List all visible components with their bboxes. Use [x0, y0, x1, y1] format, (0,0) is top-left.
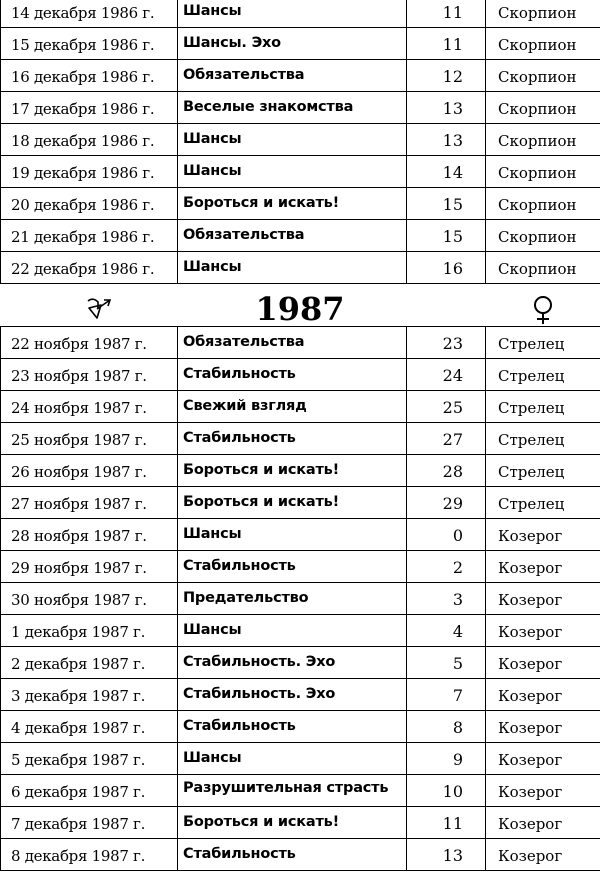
year-title: 1987: [255, 290, 345, 328]
sign-cell: Скорпион: [486, 59, 600, 91]
degree-cell: 24: [407, 359, 486, 391]
degree-cell: 2: [407, 551, 486, 583]
date-cell: 5 декабря 1987 г.: [1, 743, 178, 775]
date-cell: 24 ноября 1987 г.: [1, 391, 178, 423]
degree-cell: 23: [407, 327, 486, 359]
table-row: [1, 423, 600, 455]
event-cell: Шансы: [178, 123, 407, 155]
date-cell: 19 декабря 1986 г.: [1, 155, 178, 187]
sign-cell: Скорпион: [486, 123, 600, 155]
event-cell: Обязательства: [178, 327, 407, 359]
sign-cell: Козерог: [486, 807, 600, 839]
event-cell: Предательство: [178, 583, 407, 615]
event-cell: Свежий взгляд: [178, 391, 407, 423]
sign-cell: Козерог: [486, 647, 600, 679]
table-row: [1, 519, 600, 551]
date-cell: 28 ноября 1987 г.: [1, 519, 178, 551]
degree-cell: 9: [407, 743, 486, 775]
table-row: [1, 807, 600, 839]
date-cell: 30 ноября 1987 г.: [1, 583, 178, 615]
degree-cell: 13: [407, 839, 486, 871]
date-cell: 21 декабря 1986 г.: [1, 219, 178, 251]
sign-cell: Козерог: [486, 583, 600, 615]
sign-cell: Козерог: [486, 519, 600, 551]
degree-cell: 14: [407, 155, 486, 187]
event-cell: Веселые знакомства: [178, 91, 407, 123]
date-cell: 7 декабря 1987 г.: [1, 807, 178, 839]
date-cell: 17 декабря 1986 г.: [1, 91, 178, 123]
degree-cell: 29: [407, 487, 486, 519]
table-row: [1, 711, 600, 743]
event-cell: Шансы: [178, 615, 407, 647]
event-cell: Шансы: [178, 251, 407, 283]
event-cell: Стабильность: [178, 423, 407, 455]
date-cell: 25 ноября 1987 г.: [1, 423, 178, 455]
sign-cell: Козерог: [486, 551, 600, 583]
event-cell: Бороться и искать!: [178, 455, 407, 487]
event-cell: Стабильность. Эхо: [178, 679, 407, 711]
degree-cell: 5: [407, 647, 486, 679]
sign-cell: Козерог: [486, 615, 600, 647]
date-cell: 14 декабря 1986 г.: [1, 0, 178, 27]
sign-cell: Стрелец: [486, 391, 600, 423]
date-cell: 8 декабря 1987 г.: [1, 839, 178, 871]
table-1987-body: [1, 327, 600, 871]
degree-cell: 28: [407, 455, 486, 487]
degree-cell: 11: [407, 0, 486, 27]
degree-cell: 11: [407, 807, 486, 839]
table-row: [1, 187, 600, 219]
table-1986-body: [1, 0, 600, 283]
degree-cell: 0: [407, 519, 486, 551]
table-row: [1, 391, 600, 423]
table-row: [1, 647, 600, 679]
sign-cell: Стрелец: [486, 487, 600, 519]
degree-cell: 13: [407, 91, 486, 123]
date-cell: 29 ноября 1987 г.: [1, 551, 178, 583]
date-cell: 27 ноября 1987 г.: [1, 487, 178, 519]
degree-cell: 10: [407, 775, 486, 807]
table-row: [1, 155, 600, 187]
table-1986: [0, 0, 600, 284]
event-cell: Шансы: [178, 0, 407, 27]
date-cell: 3 декабря 1987 г.: [1, 679, 178, 711]
date-cell: 23 ноября 1987 г.: [1, 359, 178, 391]
table-row: [1, 123, 600, 155]
table-row: [1, 455, 600, 487]
sign-cell: Скорпион: [486, 0, 600, 27]
degree-cell: 27: [407, 423, 486, 455]
table-row: [1, 359, 600, 391]
table-row: [1, 839, 600, 871]
table-row: [1, 743, 600, 775]
date-cell: 20 декабря 1986 г.: [1, 187, 178, 219]
sign-cell: Козерог: [486, 839, 600, 871]
date-cell: 2 декабря 1987 г.: [1, 647, 178, 679]
event-cell: Стабильность: [178, 551, 407, 583]
event-cell: Стабильность: [178, 359, 407, 391]
degree-cell: 12: [407, 59, 486, 91]
venus-symbol-icon: [530, 295, 556, 325]
event-cell: Стабильность: [178, 711, 407, 743]
event-cell: [178, 775, 407, 807]
table-row: [1, 679, 600, 711]
table-row: [1, 487, 600, 519]
degree-cell: 3: [407, 583, 486, 615]
sign-cell: Стрелец: [486, 327, 600, 359]
degree-cell: 7: [407, 679, 486, 711]
sign-cell: Стрелец: [486, 455, 600, 487]
degree-cell: 16: [407, 251, 486, 283]
sign-cell: Козерог: [486, 743, 600, 775]
table-row: [1, 251, 600, 283]
degree-cell: 25: [407, 391, 486, 423]
event-cell: Стабильность. Эхо: [178, 647, 407, 679]
table-row: [1, 615, 600, 647]
event-text: Разрушительная страсть: [183, 780, 389, 796]
sign-cell: Стрелец: [486, 423, 600, 455]
date-cell: 22 декабря 1986 г.: [1, 251, 178, 283]
table-row: [1, 27, 600, 59]
event-cell: Обязательства: [178, 59, 407, 91]
event-cell: Обязательства: [178, 219, 407, 251]
event-cell: Стабильность: [178, 839, 407, 871]
sign-cell: Скорпион: [486, 27, 600, 59]
date-cell: 22 ноября 1987 г.: [1, 327, 178, 359]
table-row: [1, 59, 600, 91]
degree-cell: 11: [407, 27, 486, 59]
degree-cell: 4: [407, 615, 486, 647]
event-cell: Шансы: [178, 743, 407, 775]
event-cell: Шансы: [178, 519, 407, 551]
event-cell: Шансы. Эхо: [178, 27, 407, 59]
date-cell: 26 ноября 1987 г.: [1, 455, 178, 487]
table-row: [1, 327, 600, 359]
table-row: [1, 0, 600, 27]
date-cell: 4 декабря 1987 г.: [1, 711, 178, 743]
table-1987: [0, 326, 600, 871]
sign-cell: Скорпион: [486, 155, 600, 187]
degree-cell: 8: [407, 711, 486, 743]
event-cell: Шансы: [178, 155, 407, 187]
date-cell: 1 декабря 1987 г.: [1, 615, 178, 647]
table-row: [1, 775, 600, 807]
date-cell: 18 декабря 1986 г.: [1, 123, 178, 155]
table-row: [1, 551, 600, 583]
degree-cell: 15: [407, 219, 486, 251]
event-cell: Бороться и искать!: [178, 487, 407, 519]
sign-cell: Стрелец: [486, 359, 600, 391]
event-cell: Бороться и искать!: [178, 187, 407, 219]
table-row: [1, 219, 600, 251]
sign-cell: Скорпион: [486, 251, 600, 283]
sign-cell: Скорпион: [486, 219, 600, 251]
sign-cell: Козерог: [486, 775, 600, 807]
sign-cell: Скорпион: [486, 91, 600, 123]
date-cell: 6 декабря 1987 г.: [1, 775, 178, 807]
event-cell: Бороться и искать!: [178, 807, 407, 839]
sign-cell: Козерог: [486, 679, 600, 711]
sign-cell: Козерог: [486, 711, 600, 743]
degree-cell: 13: [407, 123, 486, 155]
date-cell: 15 декабря 1986 г.: [1, 27, 178, 59]
degree-cell: 15: [407, 187, 486, 219]
date-cell: 16 декабря 1986 г.: [1, 59, 178, 91]
table-row: [1, 91, 600, 123]
sign-cell: Скорпион: [486, 187, 600, 219]
table-row: [1, 583, 600, 615]
